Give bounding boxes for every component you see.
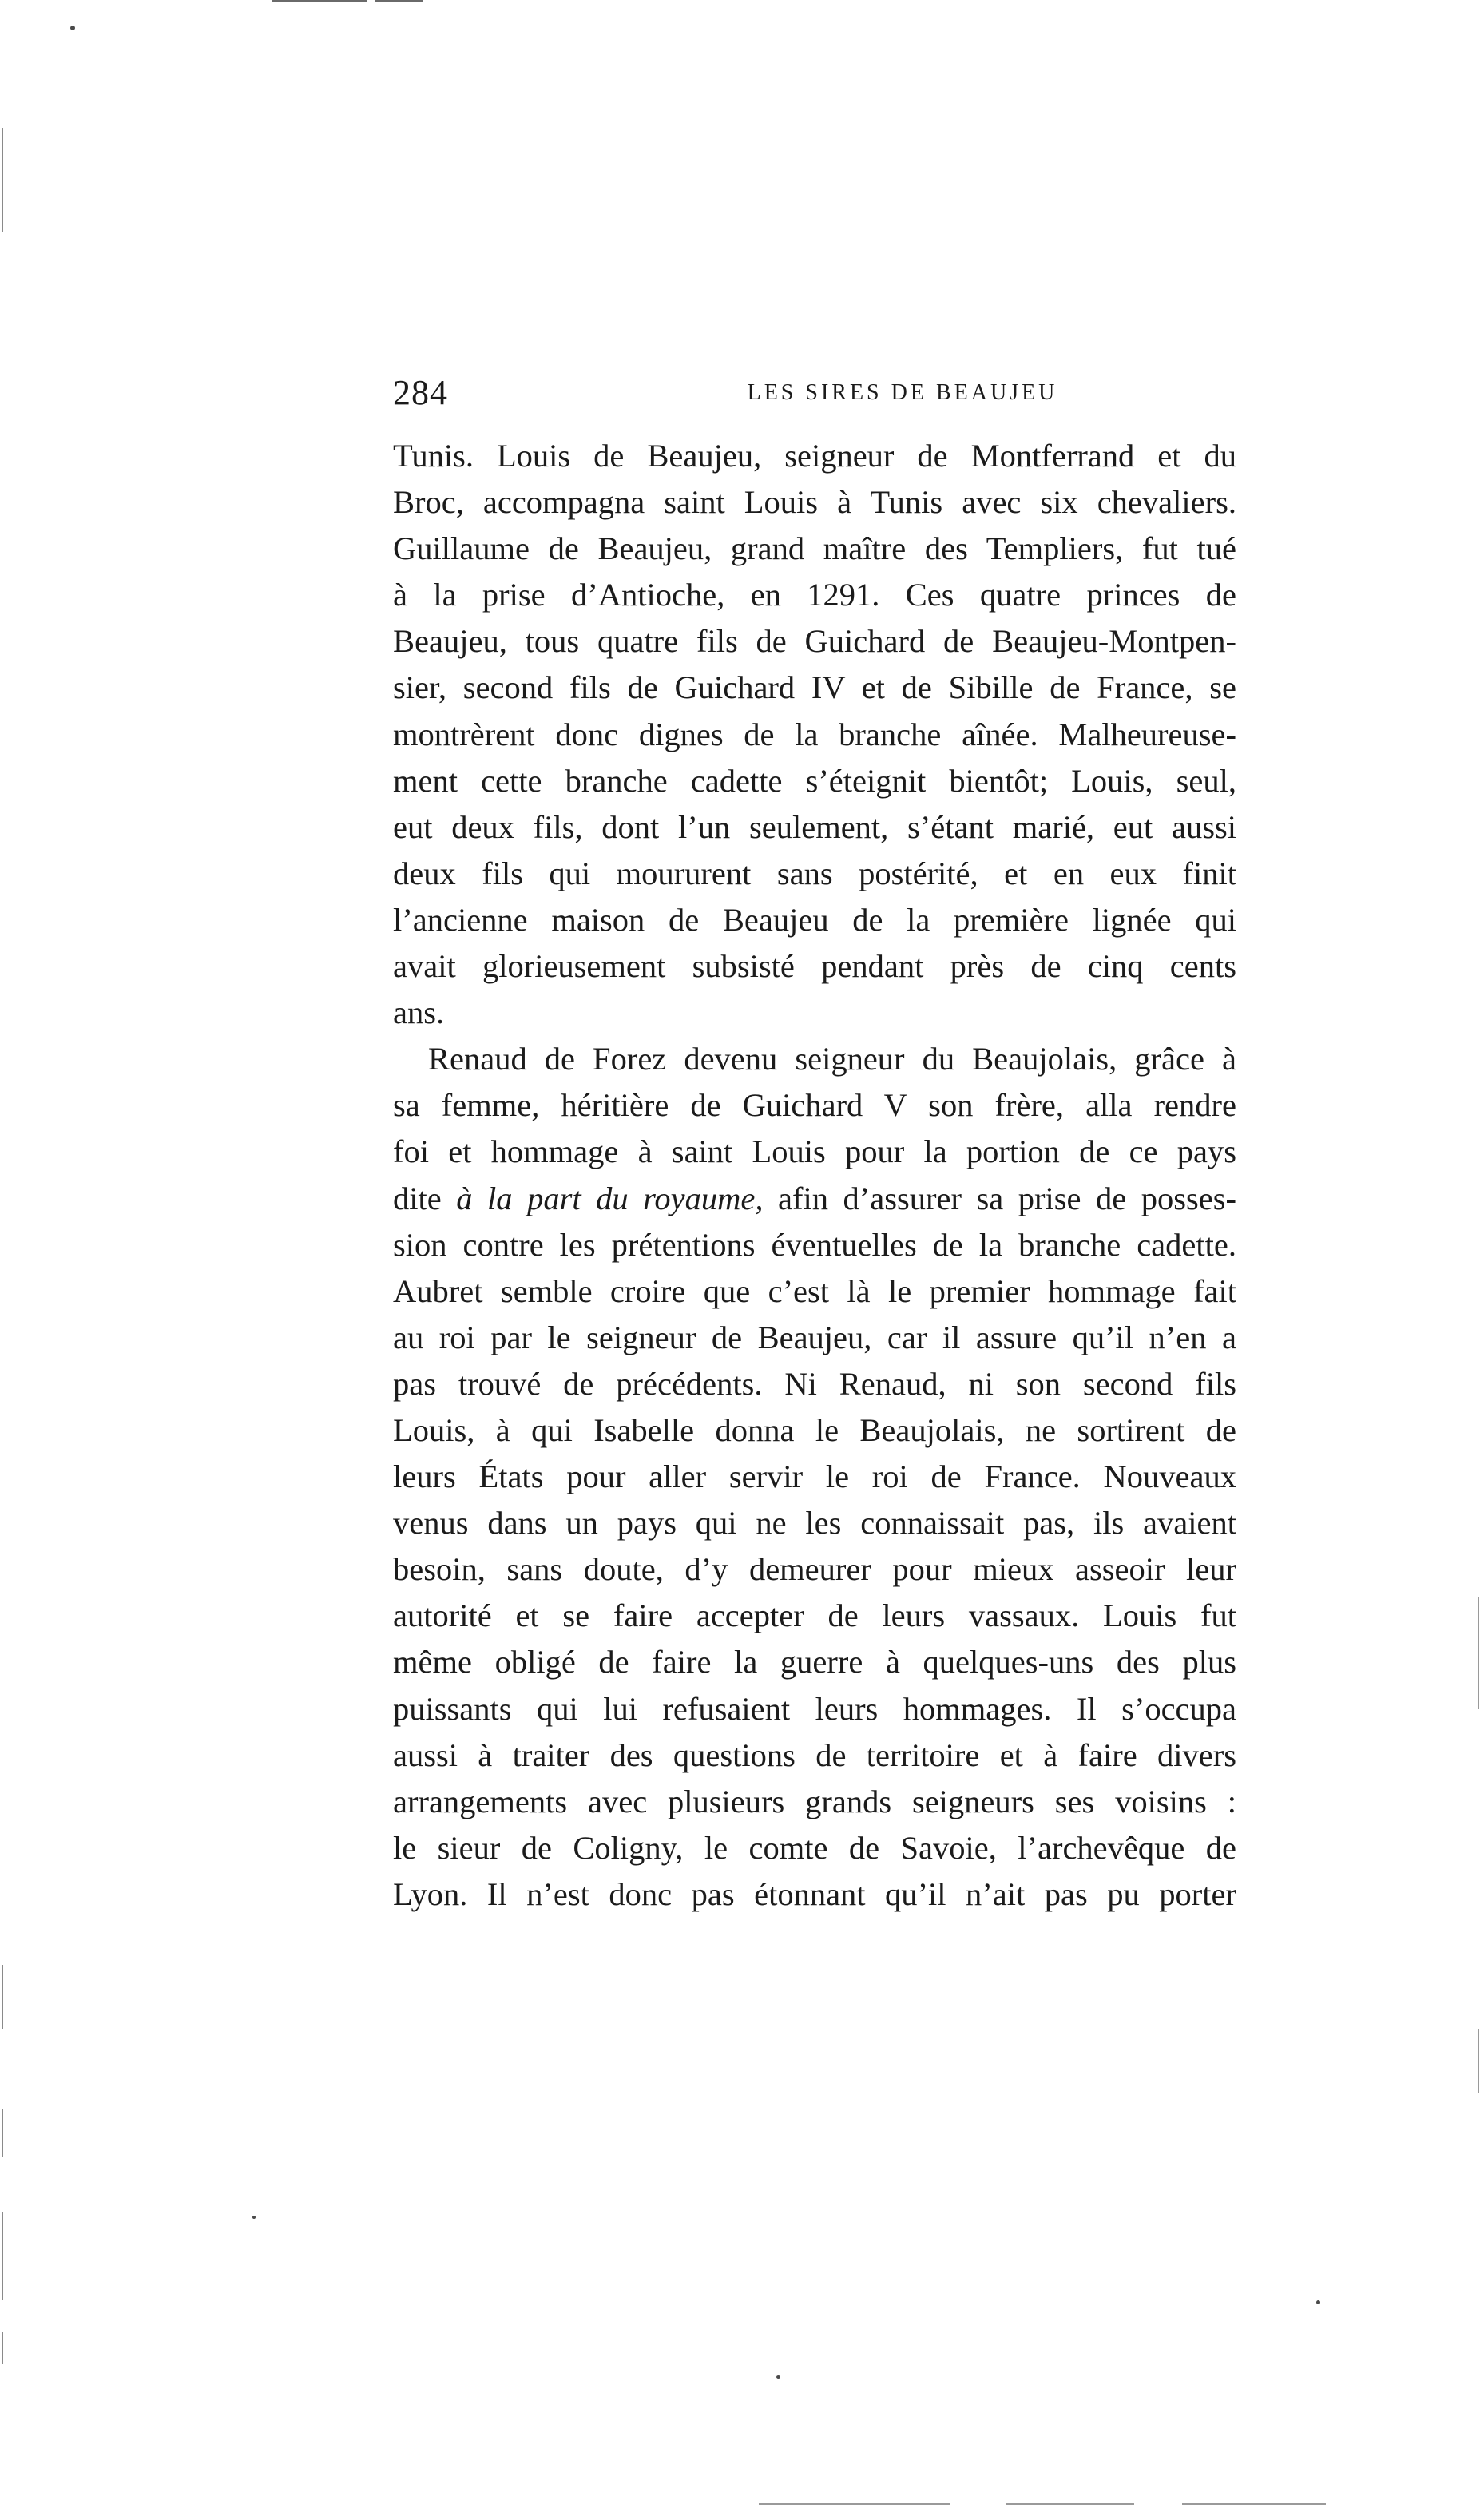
scan-mark-bottom (759, 2503, 950, 2505)
text-line: Tunis. Louis de Beaujeu, seigneur de Montferrand et du (393, 438, 1236, 474)
text-line: Aubret semble croire que c’est là le premier hommage fait (393, 1272, 1236, 1309)
text-line: au roi par le seigneur de Beaujeu, car il assure qu’il n’en a (393, 1319, 1236, 1355)
text-line: arrangements avec plusieurs grands seigneurs ses voisins : (393, 1783, 1236, 1819)
text-line-with-italic (393, 1176, 1236, 1222)
text-line: Renaud de Forez devenu seigneur du Beaujolais, grâce à (428, 1041, 1236, 1077)
text-line: puissants qui lui refusaient leurs hommages. Il s’occupa (393, 1690, 1236, 1727)
scan-edge-right-2 (1478, 2029, 1479, 2093)
text-line: Broc, accompagna saint Louis à Tunis avec six chevaliers. (393, 484, 1236, 521)
text-line: sier, second fils de Guichard IV et de Sibille de France, se (393, 669, 1236, 706)
scan-mark-top-2 (375, 0, 423, 2)
text-line: le sieur de Coligny, le comte de Savoie, l’archevêque de (393, 1829, 1236, 1866)
scan-edge-left-5 (2, 2332, 3, 2364)
text-line: même obligé de faire la guerre à quelques-uns des plus (393, 1644, 1236, 1681)
body-text (393, 433, 1236, 1918)
text-line: aussi à traiter des questions de territoire et à faire divers (393, 1736, 1236, 1773)
scan-edge-left (2, 128, 3, 232)
paragraph-2 (393, 1036, 1236, 1918)
running-title: LES SIRES DE BEAUJEU (747, 380, 1058, 405)
running-head (393, 369, 1236, 417)
paragraph-1 (393, 433, 1236, 1036)
text-line: sion contre les prétentions éventuelles de la branche cadette. (393, 1226, 1236, 1263)
scan-dot-bottom (776, 2375, 780, 2379)
text-line: montrèrent donc dignes de la branche aînée. Malheureuse- (393, 716, 1236, 752)
text-line: Beaujeu, tous quatre fils de Guichard de Beaujeu-Montpen- (393, 623, 1236, 660)
text-line: l’ancienne maison de Beaujeu de la première lignée qui (393, 901, 1236, 938)
text-segment: dite (393, 1180, 457, 1216)
text-line: autorité et se faire accepter de leurs vassaux. Louis fut (393, 1597, 1236, 1634)
text-line: Louis, à qui Isabelle donna le Beaujolais, ne sortirent de (393, 1411, 1236, 1448)
text-line: avait glorieusement subsisté pendant près de cinq cents (393, 948, 1236, 985)
text-line: eut deux fils, dont l’un seulement, s’étant marié, eut aussi (393, 808, 1236, 845)
text-line: sa femme, héritière de Guichard V son frère, alla rendre (393, 1087, 1236, 1124)
text-line: besoin, sans doute, d’y demeurer pour mieux asseoir leur (393, 1551, 1236, 1588)
text-line: venus dans un pays qui ne les connaissait pas, ils avaient (393, 1505, 1236, 1542)
italic-phrase: à la part du royaume, (456, 1180, 764, 1216)
text-line: leurs États pour aller servir le roi de France. Nouveaux (393, 1458, 1236, 1495)
scan-dot-mid (252, 2216, 256, 2219)
text-line: Lyon. Il n’est donc pas étonnant qu’il n’ait pas pu porter (393, 1875, 1236, 1912)
scan-mark-top (272, 0, 367, 2)
scan-edge-right (1478, 1597, 1479, 1709)
scan-edge-left-2 (2, 1965, 3, 2029)
scan-mark-bottom-3 (1182, 2503, 1326, 2505)
text-line: Guillaume de Beaujeu, grand maître des Templiers, fut tué (393, 530, 1236, 567)
text-line: pas trouvé de précédents. Ni Renaud, ni son second fils (393, 1365, 1236, 1402)
text-segment: afin d’assurer sa prise de posses- (763, 1180, 1236, 1216)
text-line: deux fils qui moururent sans postérité, et en eux finit (393, 855, 1236, 891)
scan-edge-left-4 (2, 2212, 3, 2300)
scan-mark-bottom-2 (1006, 2503, 1134, 2505)
text-line: à la prise d’Antioche, en 1291. Ces quatre princes de (393, 577, 1236, 613)
scan-dot (70, 26, 75, 30)
text-line: ans. (393, 994, 445, 1031)
text-line: foi et hommage à saint Louis pour la portion de ce pays (393, 1133, 1236, 1170)
scan-edge-left-3 (2, 2109, 3, 2157)
text-line: ment cette branche cadette s’éteignit bientôt; Louis, seul, (393, 762, 1236, 799)
scan-dot-right (1316, 2300, 1320, 2304)
page-number: 284 (393, 373, 448, 412)
